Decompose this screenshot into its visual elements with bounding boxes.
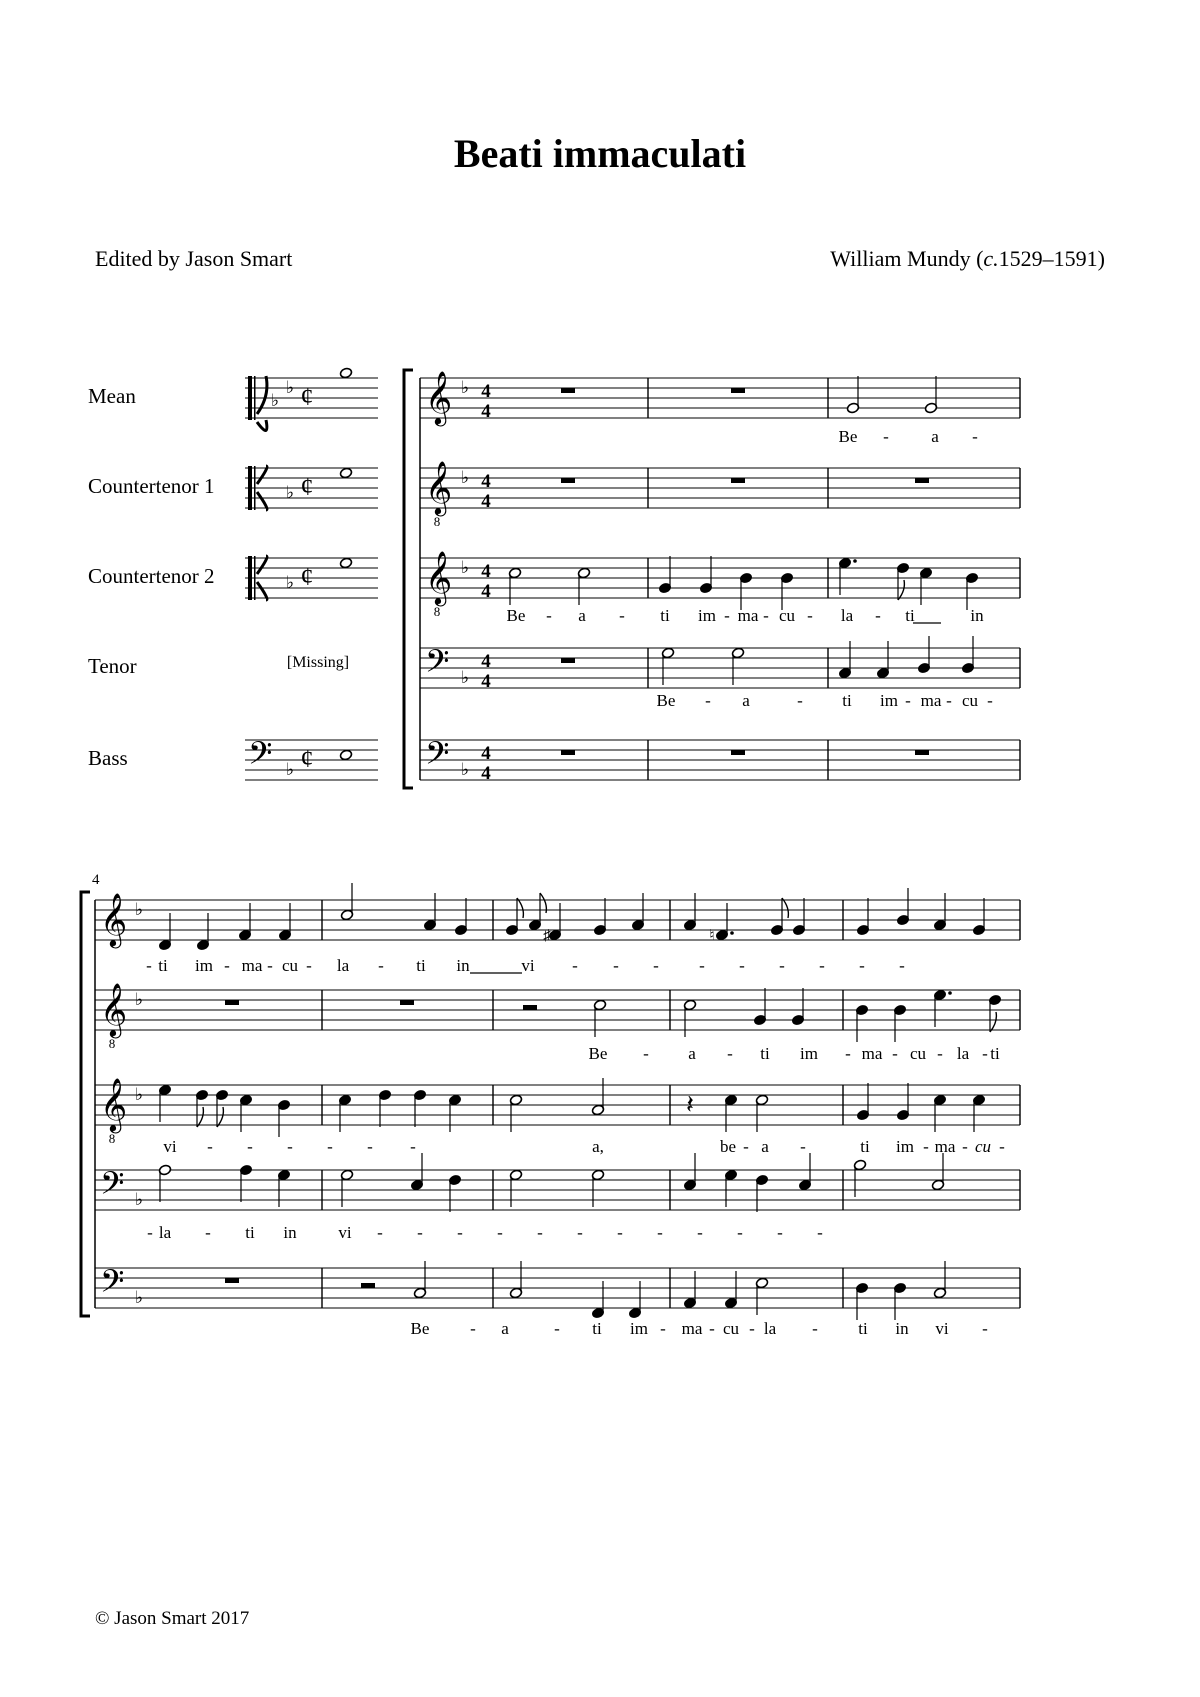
lyric-syllable: - — [937, 1044, 943, 1063]
lyric-syllable: - — [247, 1137, 253, 1156]
whole-rest — [561, 478, 575, 483]
lyric-syllable: - — [410, 1137, 416, 1156]
octave-mark: 8 — [433, 514, 441, 529]
c-clef-bar — [254, 466, 256, 510]
time-sig-num: 4 — [481, 651, 491, 672]
lyric-syllable: ti — [592, 1319, 602, 1338]
lyric-syllable: im — [800, 1044, 818, 1063]
lyric-syllable: - — [619, 606, 625, 625]
lyric-syllable: - — [739, 956, 745, 975]
time-sig-den: 4 — [481, 491, 491, 512]
lyric-syllable: - — [577, 1223, 583, 1242]
score-text — [88, 384, 1005, 1338]
lyric-syllable: ti — [416, 956, 426, 975]
lyric-syllable: - — [327, 1137, 333, 1156]
lyric-syllable: - — [377, 1223, 383, 1242]
editor-credit: Edited by Jason Smart — [95, 246, 293, 271]
lyric-syllable: - — [537, 1223, 543, 1242]
c-clef-curve — [257, 376, 267, 431]
octave-mark: 8 — [108, 1036, 116, 1051]
lyric-syllable: - — [546, 606, 552, 625]
bass-clef: 𝄢 — [425, 737, 450, 779]
whole-rest — [915, 750, 929, 755]
lyric-syllable: - — [905, 691, 911, 710]
lyric-syllable: ti — [860, 1137, 870, 1156]
time-sig-den: 4 — [481, 581, 491, 602]
c-clef-bar — [254, 376, 256, 420]
flat-sign: ♭ — [134, 1085, 144, 1104]
lyric-syllable: - — [660, 1319, 666, 1338]
lyric-syllable: - — [845, 1044, 851, 1063]
measure-number: 4 — [92, 872, 100, 888]
octave-mark: 8 — [108, 1131, 116, 1146]
lyric-syllable: ti — [905, 606, 915, 625]
lyric-syllable: - — [859, 956, 865, 975]
time-sig-num: 4 — [481, 381, 491, 402]
lyric-syllable: la — [158, 1223, 172, 1242]
flat-sign: ♭ — [285, 378, 295, 397]
page-title: Beati immaculati — [453, 131, 747, 176]
lyric-syllable: - — [417, 1223, 423, 1242]
lyric-syllable: - — [613, 956, 619, 975]
lyric-syllable: cu — [281, 956, 299, 975]
half-rest — [523, 1005, 537, 1010]
treble-clef: 𝄞 — [100, 894, 128, 945]
treble-clef: 𝄞 — [425, 462, 453, 513]
lyric-syllable: vi — [163, 1137, 177, 1156]
note-head — [339, 467, 352, 479]
quarter-rest: 𝄽 — [686, 1090, 694, 1119]
lyric-syllable: a — [688, 1044, 696, 1063]
lyric-syllable: Be — [410, 1319, 430, 1338]
flat-sign: ♭ — [285, 573, 295, 592]
lyric-syllable: in — [970, 606, 984, 625]
whole-rest — [915, 478, 929, 483]
whole-rest — [561, 388, 575, 393]
missing-incipit-note: [Missing] — [286, 654, 350, 671]
c-clef-bar — [254, 556, 256, 600]
lyric-syllable: la — [336, 956, 350, 975]
lyric-syllable: - — [982, 1044, 988, 1063]
lyric-syllable: cu — [722, 1319, 740, 1338]
cut-time-sign: ¢ — [300, 472, 314, 501]
lyric-syllable: - — [554, 1319, 560, 1338]
whole-rest — [561, 750, 575, 755]
whole-rest — [225, 1278, 239, 1283]
bass-clef: 𝄢 — [425, 645, 450, 687]
half-rest — [361, 1283, 375, 1288]
note-flag — [990, 1012, 996, 1032]
composer-dates: 1529–1591) — [998, 246, 1105, 271]
flat-sign: ♭ — [460, 668, 470, 687]
lyric-syllable: - — [709, 1319, 715, 1338]
lyric-syllable: - — [697, 1223, 703, 1242]
copyright-notice: © Jason Smart 2017 — [95, 1608, 250, 1629]
note-flag — [517, 898, 523, 918]
lyric-syllable: - — [705, 691, 711, 710]
lyric-syllable: vi — [521, 956, 535, 975]
octave-mark: 8 — [433, 604, 441, 619]
treble-clef: 𝄞 — [100, 1079, 128, 1130]
lyric-syllable: ma — [920, 691, 942, 710]
lyric-syllable: ma — [737, 606, 759, 625]
lyric-syllable: in — [895, 1319, 909, 1338]
lyric-syllable: - — [378, 956, 384, 975]
lyric-syllable: - — [727, 1044, 733, 1063]
whole-rest — [731, 388, 745, 393]
composer-name: William Mundy ( — [830, 246, 984, 271]
lyric-syllable: a — [931, 427, 939, 446]
time-sig-num: 4 — [481, 471, 491, 492]
flat-sign: ♭ — [134, 1288, 144, 1307]
lyric-syllable: - — [999, 1137, 1005, 1156]
note-dot — [730, 931, 734, 935]
lyric-syllable: la — [956, 1044, 970, 1063]
lyric-syllable: a — [578, 606, 586, 625]
lyric-syllable: a — [742, 691, 750, 710]
lyric-syllable: - — [817, 1223, 823, 1242]
note-head — [339, 367, 352, 379]
lyric-syllable: - — [657, 1223, 663, 1242]
lyric-syllable: - — [497, 1223, 503, 1242]
lyric-syllable: - — [743, 1137, 749, 1156]
lyric-syllable: cu — [961, 691, 979, 710]
lyric-syllable: la — [763, 1319, 777, 1338]
lyric-syllable: - — [572, 956, 578, 975]
lyric-syllable: - — [306, 956, 312, 975]
whole-rest — [731, 478, 745, 483]
lyric-syllable: ma — [681, 1319, 703, 1338]
lyric-syllable: ti — [245, 1223, 255, 1242]
system-bracket — [81, 892, 90, 1316]
lyric-syllable: - — [972, 427, 978, 446]
flat-sign: ♭ — [285, 483, 295, 502]
voice-name-2: Countertenor 2 — [88, 564, 215, 588]
lyric-syllable: Be — [588, 1044, 608, 1063]
whole-rest — [225, 1000, 239, 1005]
lyric-syllable: - — [224, 956, 230, 975]
lyric-syllable: a — [761, 1137, 769, 1156]
lyric-syllable: - — [267, 956, 273, 975]
lyric-syllable: - — [724, 606, 730, 625]
time-sig-num: 4 — [481, 743, 491, 764]
flat-sign: ♭ — [285, 760, 295, 779]
flat-sign: ♭ — [460, 378, 470, 397]
note-flag — [217, 1107, 223, 1127]
lyric-syllable: - — [987, 691, 993, 710]
note-flag — [782, 898, 788, 918]
lyric-syllable: - — [205, 1223, 211, 1242]
lyric-syllable: - — [749, 1319, 755, 1338]
whole-rest — [731, 750, 745, 755]
flat-sign: ♭ — [134, 900, 144, 919]
lyric-syllable: Be — [656, 691, 676, 710]
time-sig-den: 4 — [481, 671, 491, 692]
note-head — [339, 557, 352, 569]
lyric-syllable: - — [367, 1137, 373, 1156]
lyric-syllable: cu — [974, 1137, 992, 1156]
bass-clef: 𝄢 — [248, 737, 273, 779]
lyric-syllable: ti — [990, 1044, 1000, 1063]
lyric-syllable: ma — [241, 956, 263, 975]
lyric-syllable: im — [195, 956, 213, 975]
lyric-syllable: im — [630, 1319, 648, 1338]
lyric-syllable: - — [470, 1319, 476, 1338]
lyric-syllable: - — [892, 1044, 898, 1063]
lyric-syllable: - — [617, 1223, 623, 1242]
lyric-syllable: - — [207, 1137, 213, 1156]
treble-clef: 𝄞 — [425, 372, 453, 423]
lyric-syllable: vi — [338, 1223, 352, 1242]
lyric-syllable: ma — [861, 1044, 883, 1063]
sharp-sign: ♯ — [543, 928, 551, 944]
lyric-syllable: - — [819, 956, 825, 975]
flat-sign: ♭ — [460, 558, 470, 577]
lyric-syllable: - — [807, 606, 813, 625]
bass-clef: 𝄢 — [100, 1265, 125, 1307]
time-sig-den: 4 — [481, 763, 491, 784]
c-clef-bar — [248, 376, 252, 420]
treble-clef: 𝄞 — [425, 552, 453, 603]
treble-clef: 𝄞 — [100, 984, 128, 1035]
lyric-syllable: ti — [842, 691, 852, 710]
lyric-syllable: ti — [760, 1044, 770, 1063]
lyric-syllable: - — [812, 1319, 818, 1338]
lyric-syllable: - — [800, 1137, 806, 1156]
lyric-syllable: be — [719, 1137, 737, 1156]
flat-sign: ♭ — [460, 760, 470, 779]
note-head — [339, 749, 352, 761]
system-bracket — [404, 370, 413, 788]
lyric-syllable: in — [283, 1223, 297, 1242]
flat-sign: ♭ — [460, 468, 470, 487]
note-dot — [948, 991, 952, 995]
lyric-syllable: - — [146, 956, 152, 975]
lyric-syllable: - — [763, 606, 769, 625]
voice-name-4: Bass — [88, 746, 128, 770]
cut-time-sign: ¢ — [300, 562, 314, 591]
lyric-syllable: - — [883, 427, 889, 446]
time-sig-den: 4 — [481, 401, 491, 422]
lyric-syllable: cu — [909, 1044, 927, 1063]
lyric-syllable: - — [797, 691, 803, 710]
voice-name-3: Tenor — [88, 654, 137, 678]
natural-sign: ♮ — [709, 928, 715, 944]
note-flag — [898, 580, 904, 600]
lyric-syllable: - — [923, 1137, 929, 1156]
lyric-syllable: ti — [158, 956, 168, 975]
lyric-syllable: im — [880, 691, 898, 710]
time-sig-num: 4 — [481, 561, 491, 582]
flat-sign: ♭ — [270, 391, 280, 410]
lyric-syllable: vi — [935, 1319, 949, 1338]
c-clef-bar — [248, 556, 252, 600]
whole-rest — [400, 1000, 414, 1005]
lyric-syllable: a, — [592, 1137, 604, 1156]
lyric-syllable: - — [777, 1223, 783, 1242]
lyric-syllable: - — [457, 1223, 463, 1242]
note-flag — [197, 1107, 203, 1127]
lyric-syllable: - — [779, 956, 785, 975]
lyric-syllable: a — [501, 1319, 509, 1338]
lyric-syllable: - — [946, 691, 952, 710]
score-staves — [81, 370, 1020, 1316]
bass-clef: 𝄢 — [100, 1167, 125, 1209]
lyric-syllable: im — [698, 606, 716, 625]
lyric-syllable: - — [653, 956, 659, 975]
lyric-syllable: im — [896, 1137, 914, 1156]
flat-sign: ♭ — [134, 1190, 144, 1209]
lyric-syllable: ma — [934, 1137, 956, 1156]
lyric-syllable: - — [287, 1137, 293, 1156]
lyric-syllable: in — [456, 956, 470, 975]
lyric-syllable: - — [962, 1137, 968, 1156]
lyric-syllable: - — [899, 956, 905, 975]
flat-sign: ♭ — [134, 990, 144, 1009]
cut-time-sign: ¢ — [300, 382, 314, 411]
lyric-syllable: - — [699, 956, 705, 975]
cut-time-sign: ¢ — [300, 744, 314, 773]
composer-circa: c. — [983, 246, 999, 271]
score-notes — [158, 367, 1001, 1320]
lyric-syllable: la — [840, 606, 854, 625]
lyric-syllable: Be — [506, 606, 526, 625]
lyric-syllable: ti — [660, 606, 670, 625]
lyric-syllable: - — [147, 1223, 153, 1242]
lyric-syllable: - — [875, 606, 881, 625]
lyric-syllable: Be — [838, 427, 858, 446]
whole-rest — [561, 658, 575, 663]
lyric-syllable: - — [737, 1223, 743, 1242]
lyric-syllable: ti — [858, 1319, 868, 1338]
lyric-syllable: cu — [778, 606, 796, 625]
lyric-syllable: - — [982, 1319, 988, 1338]
lyric-syllable: - — [643, 1044, 649, 1063]
note-dot — [853, 559, 857, 563]
voice-name-0: Mean — [88, 384, 136, 408]
c-clef-bar — [248, 466, 252, 510]
voice-name-1: Countertenor 1 — [88, 474, 215, 498]
